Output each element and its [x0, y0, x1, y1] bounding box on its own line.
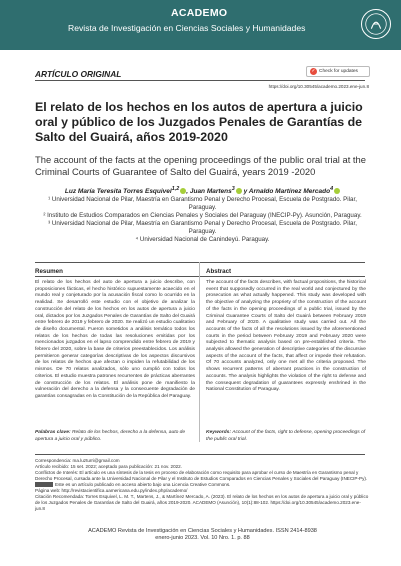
journal-logo-icon — [361, 9, 391, 39]
affiliations — [40, 196, 365, 244]
author-name: Juan Martens — [189, 188, 232, 196]
keywords — [206, 430, 366, 443]
orcid-icon[interactable] — [334, 188, 340, 194]
author-list — [35, 186, 370, 195]
column-separator — [199, 262, 200, 442]
check-updates-label: Check for updates — [319, 69, 358, 74]
doi-link[interactable]: https://doi.org/10.30545/academo.2023.ene-jun.8 — [268, 84, 369, 89]
citation: Citación Recomendada: Torres Esquivel, L. M. T., Martens, J., & Martínez Mercado, A. (2023). El relato de los hechos en los autos de apertura a juicio oral y público de los Juzgados Penales de Garantías de Salto del Guairá, años 2019-2020. ACADEMO (Asunción), 10(1):88-102. https://doi.org/10.30545/academo.2023.ene-jun.8 — [35, 494, 369, 511]
author-name: Luz María Teresita Torres Esquivel — [64, 188, 172, 196]
author-sup: 4 — [330, 186, 334, 192]
resumen-text: El relato de los hechos del auto de apertura a juicio describe, con proposiciones fácticas, el hecho histórico supuestamente acaecido en el mundo real y conjeturado por la acusación fiscal como lo ocurrido en la realidad. Se desarrolló este estudio con el objetivo de analizar la construcción del relato de los hechos en los autos de apertura a juicio oral, dictados por los Juzgados Penales de Garantías de Salto del Guairá entre febrero de 2019 y febrero de 2020. Se realizó un estudio cualitativo de diseño documental. Fueron sometidos a análisis temático todos los relatos de los hechos de todas las resoluciones emitidas por los mencionados juzgados en el lapso comprendido entre febrero de 2019 y febrero del 2020, sobre la base de criterios preestablecidos. Los análisis permitieron generar categorías descriptivas de los aspectos discursivos de los relatos de hechos que afectan o impiden la refutabilidad de los mismos. De 70 relatos analizados, sólo uno cumplió con todos los criterios. El estudio muestra patrones recurrentes de prácticas aberrantes de construcción de los relatos. El análisis pone de manifiesto la vulneración del derecho a la defensa y la consecuente degradación de garantías consagradas en la Constitución de la República del Paraguay. — [35, 280, 195, 399]
abstract-header-rule — [35, 276, 365, 277]
article-title-es: El relato de los hechos en los autos de apertura a juicio oral y público de los Juzgados Penales de Garantías de Salto del Guairá, años 2019-2020 — [35, 100, 363, 144]
abstract-heading: Abstract — [206, 268, 232, 275]
conflicts: Conflictos de Interés: El artículo es una síntesis de la tesis en proceso de elaboración como requisito para aprobar el curso de Maestría en Garantismo penal y Derecho Procesal, cursada ante la Universidad Nacional de Pilar y el Instituto de Estudios Comparados en Ciencias Penales y Sociales del Paraguay (INECIP-Py). — [35, 470, 368, 481]
abstract-top-rule — [35, 262, 365, 263]
affiliation: ³ Universidad Nacional de Pilar, Maestría en Garantismo Penal y Derecho Procesal, Escuela de Postgrado. Pilar, Paraguay. — [48, 220, 357, 235]
section-label: ARTÍCULO ORIGINAL — [35, 69, 122, 79]
journal-banner — [0, 0, 401, 50]
author-separator: y — [243, 188, 248, 196]
kw-text: Relato de los hechos, derecho a la defensa, auto de apertura a juicio oral y público. — [35, 430, 186, 442]
creative-commons-icon[interactable] — [35, 482, 53, 487]
affiliation: ² Instituto de Estudios Comparados en Ciencias Penales y Sociales del Paraguay (INECIP-Py). Asunción, Paraguay. — [43, 212, 362, 219]
license-text: Este es un artículo publicado en acceso abierto bajo una Licencia Creative Commons. — [55, 482, 231, 487]
author-separator: , — [186, 188, 189, 196]
affiliation: ⁴ Universidad Nacional de Canindeyú. Paraguay. — [135, 236, 270, 243]
author-sup: 3 — [231, 186, 235, 192]
header-rule — [35, 80, 365, 81]
journal-footer — [35, 528, 370, 542]
kw-text: Account of the facts, right to defense, opening proceedings of the public oral trial. — [206, 430, 366, 442]
article-title-en: The account of the facts at the opening proceedings of the public oral trial at the Criminal Courts of Guarantee of Salto del Guairá, years 2019 -2020 — [35, 154, 366, 177]
check-updates-icon: ✓ — [311, 68, 316, 74]
dates: Artículo recibido: 15 set. 2022; aceptado para publicación: 21 nov. 2022. — [35, 464, 183, 469]
check-for-updates-button[interactable] — [306, 66, 370, 77]
correspondence[interactable]: Correspondencia: ma.luzturri@gmail.com — [35, 458, 120, 463]
palabras-clave — [35, 430, 195, 443]
abstract-text: The account of the facts describes, with factual propositions, the historical event that supposedly occurred in the real world and conjectured by the prosecution as what actually happened. This study was developed with the objective of analyzing the propriety of the construction of the account of the facts in the opening proceedings of a public trial, issued by the Criminal Guarantee Courts of Salto del Guairá between February 2019 and February of 2020. A qualitative study was carried out. All the accounts of the facts of all the resolutions issued by the aforementioned courts in the period between February 2019 and February 2020 were subjected to thematic analysis based on pre-established criteria. The analysis allowed the generation of descriptive categories of the discursive aspects of the account of the facts, that affect or impede their refutation. Of 70 accounts analyzed, only one met all the criteria proposed. The shows recurrent patterns of aberrant practices in the construction of accounts. The analysis highlights the violation of the right to defense and the consequent degradation of guarantees expressly enshrined in the National Constitution of Paraguay. — [206, 280, 366, 393]
journal-short-name: ACADEMO — [171, 7, 228, 19]
webpage[interactable]: Página web: http://revistacientifica.uamericana.edu.py/index.php/academo/ — [35, 488, 188, 493]
kw-label: Keywords: — [206, 430, 232, 435]
journal-footer-line1: ACADEMO Revista de Investigación en Ciencias Sociales y Humanidades. ISSN 2414-8938 — [88, 528, 317, 534]
kw-label: Palabras clave: — [35, 430, 71, 435]
author-sup: 1,2 — [171, 186, 180, 192]
affiliation: ¹ Universidad Nacional de Pilar, Maestría en Garantismo Penal y Derecho Procesal, Escuela de Postgrado. Pilar, Paraguay. — [48, 196, 357, 211]
footnote-rule — [35, 454, 365, 455]
orcid-icon[interactable] — [236, 188, 242, 194]
journal-full-name: Revista de Investigación en Ciencias Sociales y Humanidades — [68, 23, 306, 33]
journal-footer-line2: enero-junio 2023. Vol. 10 Nro. 1. p. 88 — [155, 535, 250, 541]
footnotes — [35, 458, 370, 512]
author-name: Arnaldo Martínez Mercado — [248, 188, 331, 196]
resumen-heading: Resumen — [35, 268, 63, 275]
